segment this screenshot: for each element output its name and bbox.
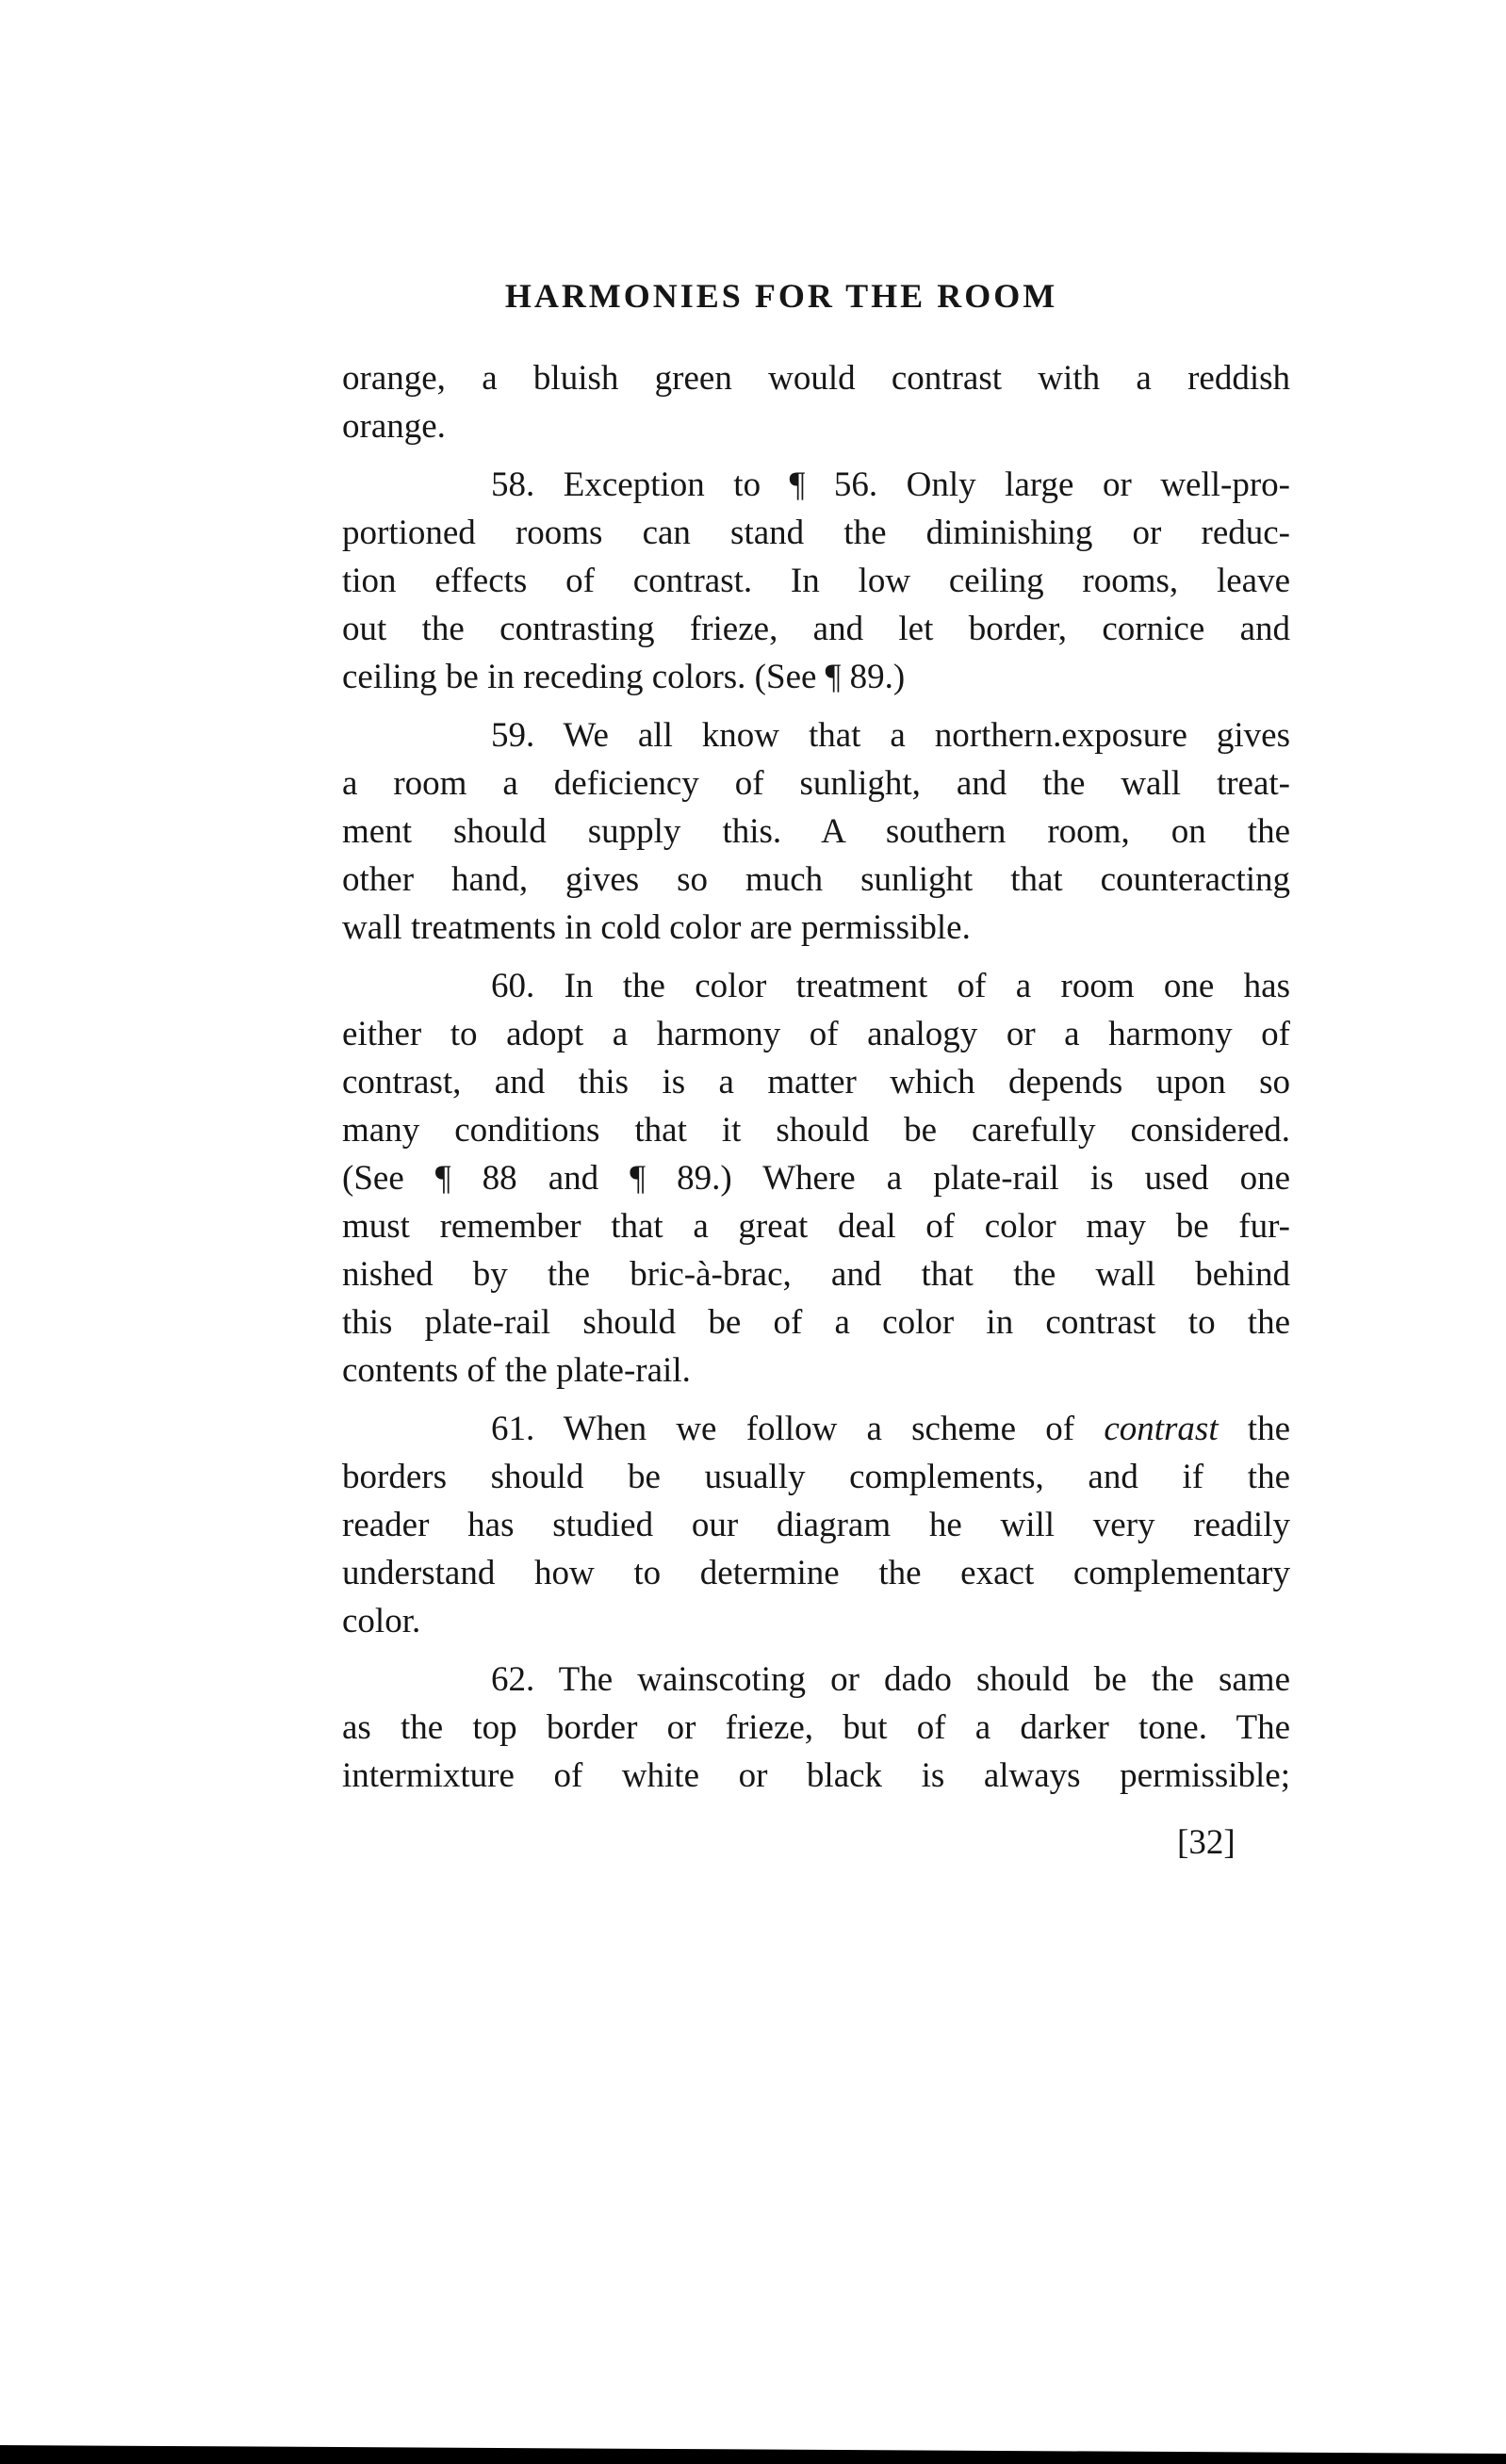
paragraph [342,1656,1290,1800]
text-line: a room a deficiency of sunlight, and the wall treat- [342,764,1290,803]
text-line: must remember that a great deal of color may be fur- [342,1207,1290,1246]
text-line: 59. We all know that a northern.exposure gives [491,716,1290,755]
running-title: HARMONIES FOR THE ROOM [504,277,1058,315]
text-line [342,1405,1290,1453]
text-line: many conditions that it should be carefully considered. [342,1111,1290,1150]
text-line: wall treatments in cold color are permissible. [342,908,971,947]
text-line: ceiling be in receding colors. (See ¶ 89.) [342,658,906,696]
text-line: out the contrasting frieze, and let border, cornice and [342,610,1290,648]
text-line: borders should be usually complements, and if the [342,1458,1290,1496]
text-line: other hand, gives so much sunlight that counteracting [342,860,1290,899]
text-line: portioned rooms can stand the diminishing or reduc- [342,514,1290,552]
text-line: this plate-rail should be of a color in contrast to the [342,1303,1290,1342]
page-number: [32] [1177,1823,1236,1862]
text-line: ment should supply this. A southern room, on the [342,812,1290,851]
paragraph [342,461,1290,701]
scan-edge-band [0,2436,1506,2464]
body-text [342,354,1290,1800]
text-line: orange. [342,407,446,446]
paragraph [342,354,1290,450]
text-line: tion effects of contrast. In low ceiling rooms, leave [342,562,1290,600]
paragraph [342,962,1290,1395]
text-segment: the [1218,1410,1291,1448]
text-line: contents of the plate-rail. [342,1351,691,1390]
paragraph [342,1405,1290,1645]
text-line: understand how to determine the exact complementary [342,1554,1290,1592]
text-line: 60. In the color treatment of a room one has [491,967,1290,1005]
text-line: intermixture of white or black is always permissible; [342,1756,1290,1795]
text-line: 58. Exception to ¶ 56. Only large or well-pro- [491,465,1290,504]
text-line: as the top border or frieze, but of a darker tone. The [342,1708,1290,1747]
paragraph [342,711,1290,952]
text-line: (See ¶ 88 and ¶ 89.) Where a plate-rail is used one [342,1159,1290,1198]
text-line: nished by the bric-à-brac, and that the wall behind [342,1255,1290,1294]
text-line: color. [342,1602,421,1640]
text-segment: 61. When we follow a scheme of [491,1410,1105,1448]
text-line: either to adopt a harmony of analogy or a harmony of [342,1015,1290,1053]
text-line: orange, a bluish green would contrast with a reddish [342,359,1290,398]
text-line: reader has studied our diagram he will very readily [342,1506,1290,1544]
text-line: contrast, and this is a matter which depends upon so [342,1063,1290,1101]
text-line: 62. The wainscoting or dado should be the same [491,1660,1290,1699]
italic-emphasis: contrast [1104,1410,1219,1448]
